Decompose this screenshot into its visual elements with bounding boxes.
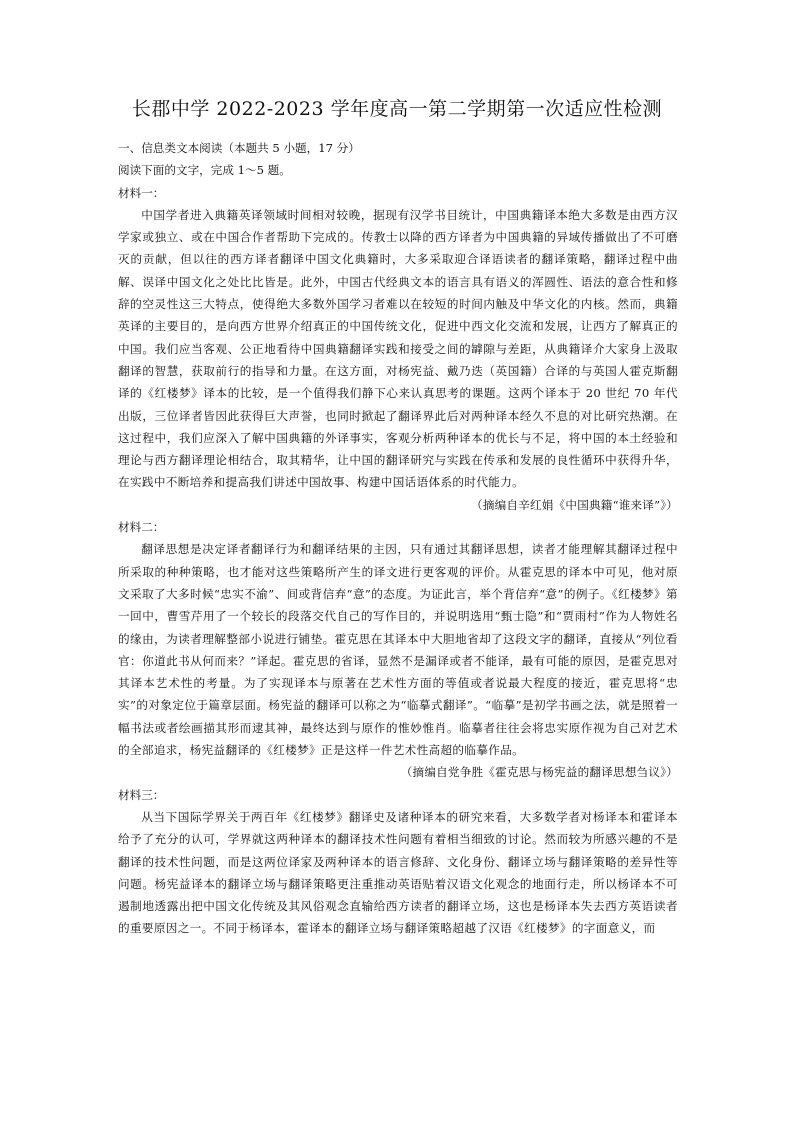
document-body [118, 137, 678, 940]
material-1-source: （摘编自辛红娟《中国典籍“谁来译”》） [471, 497, 678, 512]
section-heading: 一、信息类文本阅读（本题共 5 小题，17 分） [118, 141, 360, 155]
material-1-label: 材料一： [118, 185, 165, 200]
material-3-text: 从当下国际学界关于两百年《红楼梦》翻译史及诸种译本的研究来看，大多数学者对杨译本和霍译本给予了充分的认可，学界就这两种译本的翻译技术性问题有着相当细致的讨论。然而较为所感兴趣的不是翻译的技术性问题，而是这两位译家及两种译本的语言修辞、文化身份、翻译立场与翻译策略的差异性等问题。杨宪益译本的翻译立场与翻译策略更注重推动英语贴着汉语文化观念的地面行走，所以杨译本不可遏制地透露出把中国文化传统及其风俗观念直输给西方读者的翻译立场，这也是杨译本失去西方英语读者的重要原因之一。不同于杨译本，霍译本的翻译立场与翻译策略超越了汉语《红楼梦》的字面意义，而 [118, 809, 678, 936]
document-title: 长郡中学 2022-2023 学年度高一第二学期第一次适应性检测 [131, 98, 663, 120]
material-2-label: 材料二： [118, 520, 165, 535]
section-instruction: 阅读下面的文字，完成 1～5 题。 [118, 163, 291, 178]
material-3-label: 材料三： [118, 787, 165, 802]
material-2-source: （摘编自党争胜《霍克思与杨宪益的翻译思想刍议》） [400, 765, 678, 780]
material-1-text: 中国学者进入典籍英译领域时间相对较晚，据现有汉学书目统计，中国典籍译本绝大多数是由西方汉学家或独立、或在中国合作者帮助下完成的。传教士以降的西方译者为中国典籍的异域传播做出了不可磨灭的贡献，但以往的西方译者翻译中国文化典籍时，大多采取迎合译语读者的翻译策略，翻译过程中曲解、误译中国文化之处比比皆是。此外，中国古代经典文本的语言具有语义的浑圆性、语法的意合性和修辞的空灵性这三大特点，使得绝大多数外国学习者难以在较短的时间内触及中华文化的内核。然而，典籍英译的主要目的，是向西方世界介绍真正的中国传统文化，促进中西文化交流和发展，让西方了解真正的中国。我们应当客观、公正地看待中国典籍翻译实践和接受之间的罅隙与差距，从典籍译介大家身上汲取翻译的智慧，获取前行的指导和力量。在这方面，对杨宪益、戴乃迭（英国籍）合译的与英国人霍克斯翻译的《红楼梦》译本的比较，是一个值得我们静下心来认真思考的课题。这两个译本于 20 世纪 70 年代出版，三位译者皆因此获得巨大声誉，也同时掀起了翻译界此后对两种译本经久不息的对比研究热潮。在这过程中，我们应深入了解中国典籍的外译事实，客观分析两种译本的优长与不足，将中国的本土经验和理论与西方翻译理论相结合，取其精华，让中国的翻译研究与实践在传承和发展的良性循环中获得升华，在实践中不断培养和提高我们讲述中国故事、构建中国话语体系的时代能力。 [118, 207, 678, 490]
material-2-text: 翻译思想是决定译者翻译行为和翻译结果的主因，只有通过其翻译思想，读者才能理解其翻译过程中所采取的种种策略，也才能对这些策略所产生的译文进行更客观的评价。从霍克思的译本中可见，他对原文采取了大多时候“忠实不渝”、间或背信弃“意”的态度。为证此言，举个背信弃“意”的例子。《红楼梦》第一回中，曹雪芹用了一个较长的段落交代自己的写作目的，并说明选用“甄士隐”和“贾雨村”作为人物姓名的缘由，为读者理解整部小说进行铺垫。霍克思在其译本中大胆地省却了这段文字的翻译，直接从“列位看官：你道此书从何而来？”译起。霍克思的省译，显然不是漏译或者不能译，最有可能的原因，是霍克思对其译本艺术性的考量。为了实现译本与原著在艺术性方面的等值或者说最大程度的接近，霍克思将“忠实”的对象定位于篇章层面。杨宪益的翻译可以称之为“临摹式翻译”。“临摹”是初学书画之法，就是照着一幅书法或者绘画描其形而逮其神，最终达到与原作的惟妙惟肖。临摹者往往会将忠实原作视为自己对艺术的全部追求，杨宪益翻译的《红楼梦》正是这样一件艺术性高超的临摹作品。 [118, 542, 678, 758]
